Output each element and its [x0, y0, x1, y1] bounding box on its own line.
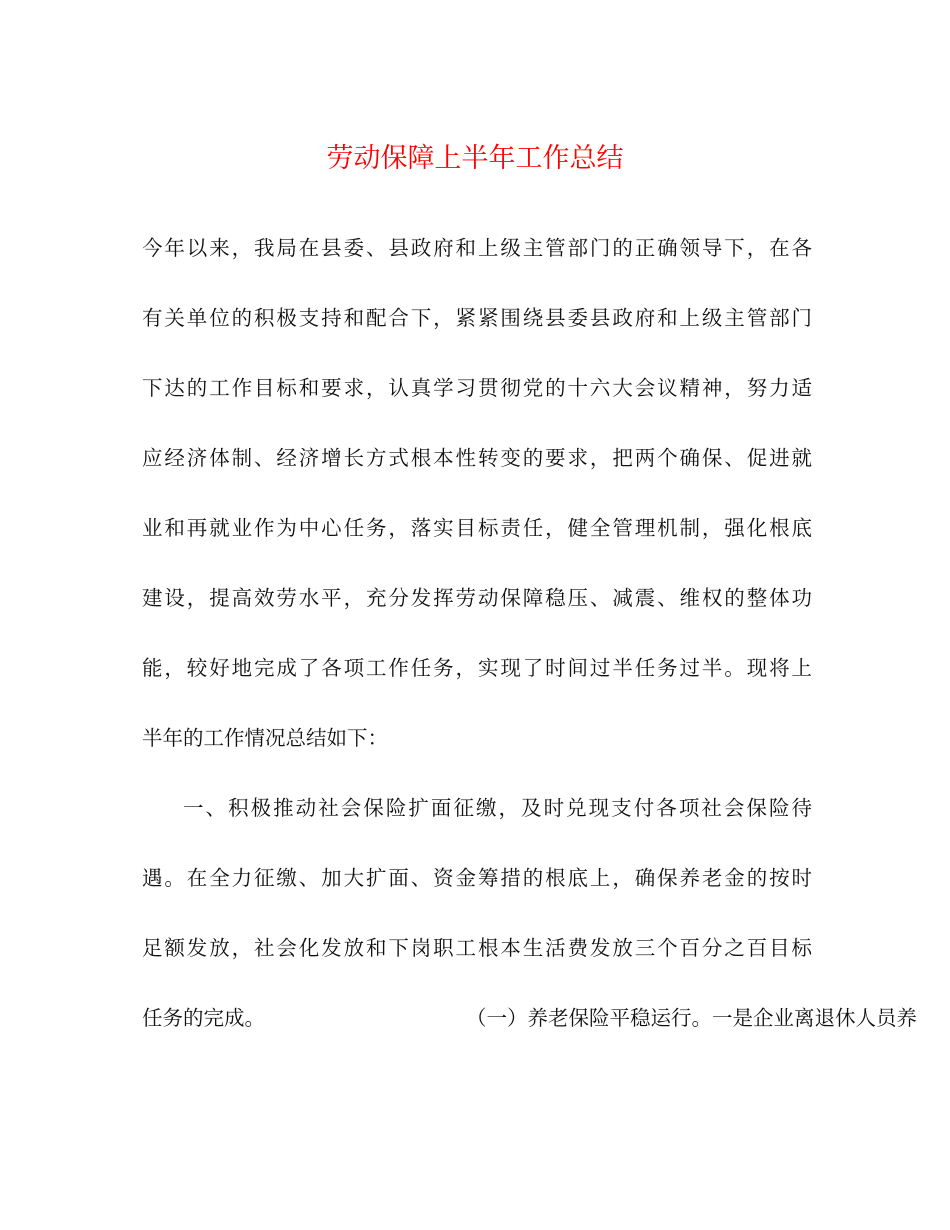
- paragraph-line-split: [142, 998, 917, 1038]
- paragraph-line: 有关单位的积极支持和配合下，紧紧围绕县委县政府和上级主管部门: [142, 306, 812, 330]
- paragraph-line: 建设，提高效劳水平，充分发挥劳动保障稳压、减震、维权的整体功: [142, 586, 812, 610]
- paragraph-line: 应经济体制、经济增长方式根本性转变的要求，把两个确保、促进就: [142, 446, 812, 470]
- paragraph-line: 能，较好地完成了各项工作任务，实现了时间过半任务过半。现将上: [142, 656, 812, 680]
- paragraph-line: 业和再就业作为中心任务，落实目标责任，健全管理机制，强化根底: [142, 516, 812, 540]
- section-heading-line: 一、积极推动社会保险扩面征缴，及时兑现支付各项社会保险待: [183, 796, 812, 820]
- paragraph-line-left: 任务的完成。: [142, 1006, 265, 1030]
- paragraph-line: 半年的工作情况总结如下：: [142, 726, 388, 750]
- paragraph-line: 下达的工作目标和要求，认真学习贯彻党的十六大会议精神，努力适: [142, 376, 812, 400]
- paragraph-line: 今年以来，我局在县委、县政府和上级主管部门的正确领导下，在各: [142, 236, 812, 260]
- subsection-heading-text: （一）养老保险平稳运行。一是企业离退休人员养: [466, 1006, 917, 1030]
- paragraph-line: 遇。在全力征缴、加大扩面、资金筹措的根底上，确保养老金的按时: [142, 866, 812, 890]
- paragraph-line: 足额发放，社会化发放和下岗职工根本生活费发放三个百分之百目标: [142, 936, 812, 960]
- document-title: 劳动保障上半年工作总结: [326, 143, 624, 174]
